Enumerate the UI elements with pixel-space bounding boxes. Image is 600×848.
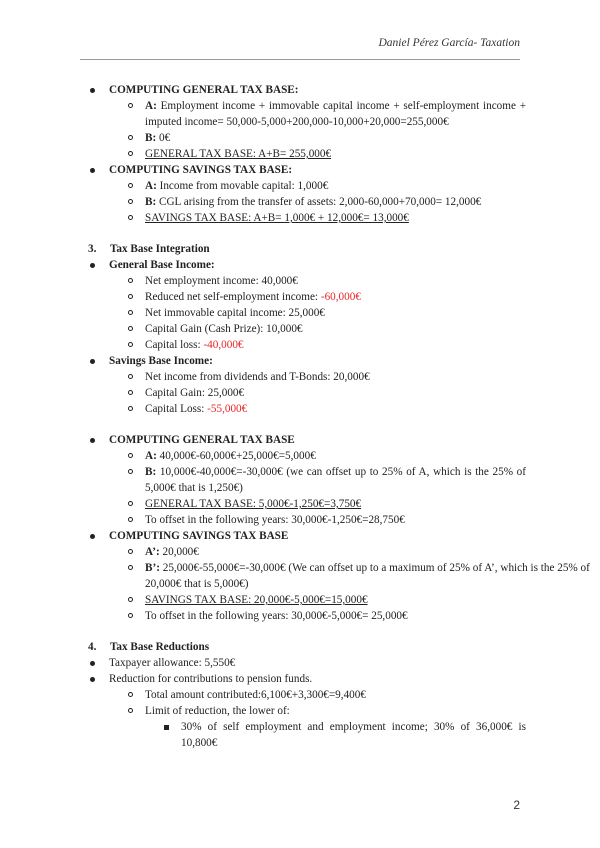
list-item: A: Income from movable capital: 1,000€ xyxy=(0,178,600,194)
list-item: Limit of reduction, the lower of: xyxy=(0,703,600,719)
circle-bullet-icon xyxy=(124,544,136,560)
list-item: Net employment income: 40,000€ xyxy=(0,273,600,289)
bullet-icon xyxy=(86,655,98,671)
page-content xyxy=(0,82,600,751)
circle-bullet-icon xyxy=(124,210,136,226)
list-item: COMPUTING SAVINGS TAX BASE xyxy=(0,528,600,544)
list-item: To offset in the following years: 30,000€-1,250€=28,750€ xyxy=(0,512,600,528)
circle-bullet-icon xyxy=(124,385,136,401)
circle-bullet-icon xyxy=(124,273,136,289)
list-item: Capital loss: -40,000€ xyxy=(0,337,600,353)
circle-bullet-icon xyxy=(124,289,136,305)
bullet-icon xyxy=(86,257,98,273)
list-item: COMPUTING GENERAL TAX BASE xyxy=(0,432,600,448)
section-heading: 3. Tax Base Integration xyxy=(88,243,210,255)
negative-amount: -40,000€ xyxy=(203,339,244,351)
negative-amount: -55,000€ xyxy=(207,403,248,415)
circle-bullet-icon xyxy=(124,321,136,337)
list-item: Capital Loss: -55,000€ xyxy=(0,401,600,417)
general-income-list xyxy=(0,273,600,353)
savings-tax-base-total: SAVINGS TAX BASE: A+B= 1,000€ + 12,000€= 13,000€ xyxy=(145,212,409,224)
list-item: Total amount contributed:6,100€+3,300€=9,400€ xyxy=(0,687,600,703)
page-number: 2 xyxy=(513,798,520,812)
list-item: Taxpayer allowance: 5,550€ xyxy=(0,655,600,671)
section-heading: 4. Tax Base Reductions xyxy=(88,641,210,653)
heading-general-tax-base: COMPUTING GENERAL TAX BASE: xyxy=(109,84,299,96)
circle-bullet-icon xyxy=(124,178,136,194)
list-item xyxy=(0,82,600,98)
circle-bullet-icon xyxy=(124,464,136,480)
circle-bullet-icon xyxy=(124,608,136,624)
bullet-icon xyxy=(86,671,98,687)
list-item xyxy=(0,210,600,226)
list-item: Net immovable capital income: 25,000€ xyxy=(0,305,600,321)
list-item xyxy=(0,162,600,178)
list-item: General Base Income: xyxy=(0,257,600,273)
bullet-icon xyxy=(86,353,98,369)
circle-bullet-icon xyxy=(124,337,136,353)
list-item: B: 10,000€-40,000€=-30,000€ (we can offset up to 25% of A, which is the 25% of 5,000€ that is 1,250€) xyxy=(0,464,600,496)
circle-bullet-icon xyxy=(124,512,136,528)
running-header: Daniel Pérez García- Taxation xyxy=(378,37,520,49)
list-item: SAVINGS TAX BASE: 20,000€-5,000€=15,000€ xyxy=(0,592,600,608)
list-item: Capital Gain (Cash Prize): 10,000€ xyxy=(0,321,600,337)
list-item: Capital Gain: 25,000€ xyxy=(0,385,600,401)
list-item: B: 0€ xyxy=(0,130,600,146)
circle-bullet-icon xyxy=(124,560,136,576)
bullet-icon xyxy=(86,528,98,544)
circle-bullet-icon xyxy=(124,369,136,385)
circle-bullet-icon xyxy=(124,146,136,162)
circle-bullet-icon xyxy=(124,687,136,703)
header-divider xyxy=(80,59,520,60)
circle-bullet-icon xyxy=(124,130,136,146)
bullet-icon xyxy=(86,162,98,178)
heading-savings-tax-base: COMPUTING SAVINGS TAX BASE: xyxy=(109,164,293,176)
negative-amount: -60,000€ xyxy=(320,291,361,303)
circle-bullet-icon xyxy=(124,305,136,321)
list-item: Reduction for contributions to pension funds. xyxy=(0,671,600,687)
circle-bullet-icon xyxy=(124,401,136,417)
list-item: B: CGL arising from the transfer of assets: 2,000-60,000+70,000= 12,000€ xyxy=(0,194,600,210)
general-tax-base-total: GENERAL TAX BASE: A+B= 255,000€ xyxy=(145,148,332,160)
list-item: To offset in the following years: 30,000€-5,000€= 25,000€ xyxy=(0,608,600,624)
circle-bullet-icon xyxy=(124,194,136,210)
list-item: B’: 25,000€-55,000€=-30,000€ (We can offset up to a maximum of 25% of A’, which is the 25% of 20,000€ that is 5,000€) xyxy=(0,560,600,592)
circle-bullet-icon xyxy=(124,703,136,719)
list-item: Net income from dividends and T-Bonds: 20,000€ xyxy=(0,369,600,385)
circle-bullet-icon xyxy=(124,98,136,114)
list-item: A: 40,000€-60,000€+25,000€=5,000€ xyxy=(0,448,600,464)
list-item: Reduced net self-employment income: -60,000€ xyxy=(0,289,600,305)
bullet-icon xyxy=(86,82,98,98)
list-item: A: Employment income + immovable capital income + self-employment income + imputed income= 50,000-5,000+200,000-10,000+20,000=255,000€ xyxy=(0,98,600,130)
list-item: 30% of self employment and employment income; 30% of 36,000€ is 10,800€ xyxy=(0,719,600,751)
list-item: A’: 20,000€ xyxy=(0,544,600,560)
circle-bullet-icon xyxy=(124,448,136,464)
list-item: GENERAL TAX BASE: 5,000€-1,250€=3,750€ xyxy=(0,496,600,512)
bullet-icon xyxy=(86,432,98,448)
square-bullet-icon xyxy=(160,719,172,735)
list-item: Savings Base Income: xyxy=(0,353,600,369)
circle-bullet-icon xyxy=(124,496,136,512)
list-item xyxy=(0,146,600,162)
circle-bullet-icon xyxy=(124,592,136,608)
savings-income-list xyxy=(0,369,600,417)
